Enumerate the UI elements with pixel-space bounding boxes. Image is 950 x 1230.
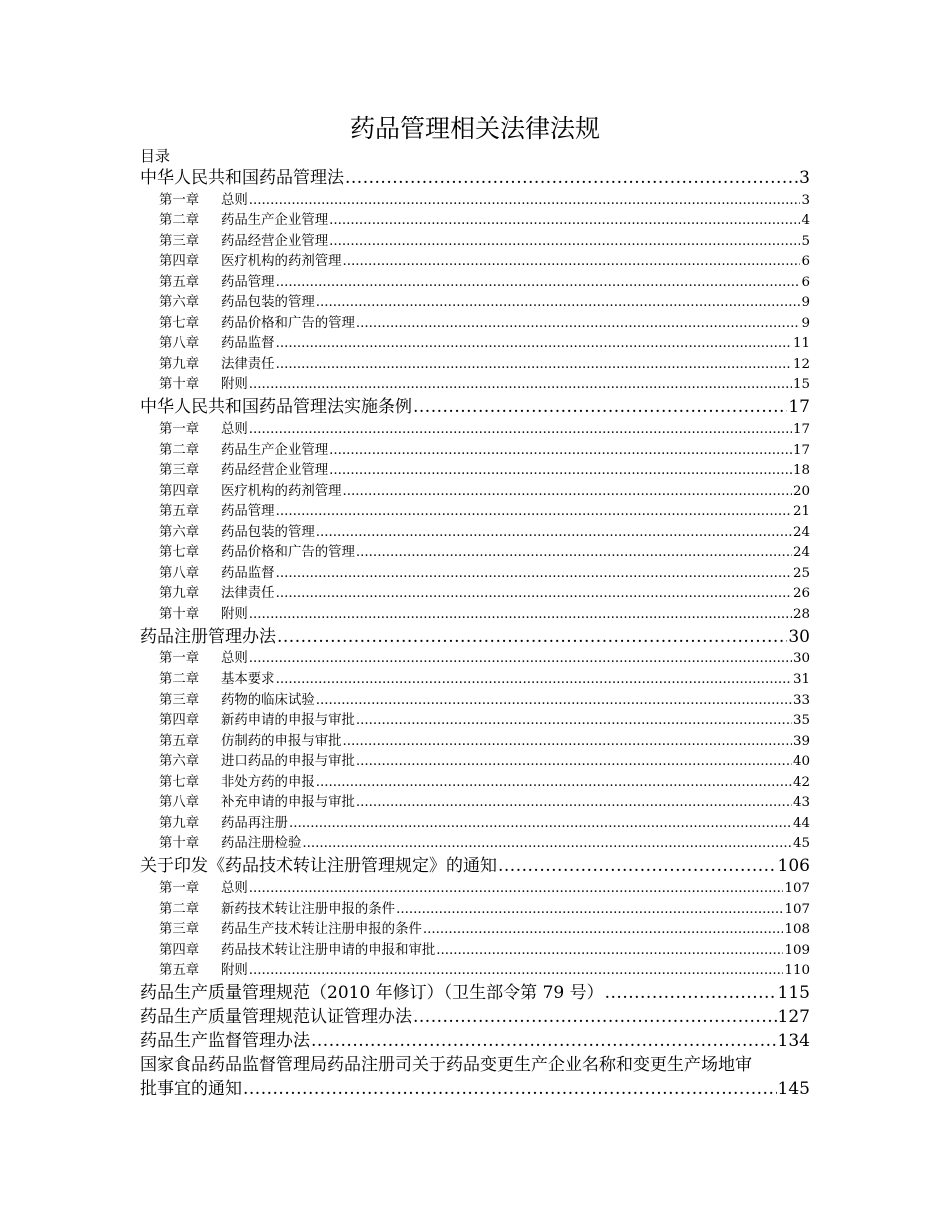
leader-dots — [289, 814, 792, 834]
toc-chapter-title: 法律责任 — [221, 586, 275, 602]
toc-page-number: 42 — [792, 774, 810, 790]
toc-chapter-entry[interactable] — [140, 354, 810, 375]
toc-entry-last-line2: 批事宜的通知 — [140, 1079, 242, 1100]
toc-book-title: 中华人民共和国药品管理法 — [140, 168, 344, 188]
toc-chapter-title: 医疗机构的药剂管理 — [221, 254, 342, 270]
toc-chapter-title: 药品生产技术转让注册申报的条件 — [221, 922, 422, 938]
toc-page-number: 18 — [792, 463, 810, 479]
toc-page-number: 31 — [792, 672, 810, 688]
toc-page-number: 17 — [792, 422, 810, 438]
toc-page-number: 107 — [784, 880, 810, 896]
toc-chapter-number: 第四章 — [159, 942, 200, 958]
leader-dots — [316, 691, 792, 711]
toc-book-entry[interactable] — [140, 625, 810, 649]
toc-chapter-title: 补充申请的申报与审批 — [221, 795, 355, 811]
toc-page-number: 4 — [801, 213, 810, 229]
leader-dots — [249, 961, 784, 981]
toc-chapter-entry[interactable] — [140, 752, 810, 773]
toc-chapter-entry[interactable] — [140, 899, 810, 920]
toc-chapter-entry[interactable] — [140, 440, 810, 461]
toc-page-number: 45 — [792, 836, 810, 852]
toc-chapter-entry[interactable] — [140, 231, 810, 252]
toc-chapter-number: 第三章 — [159, 922, 200, 938]
toc-chapter-title: 总则 — [221, 192, 248, 208]
leader-dots — [249, 420, 792, 440]
toc-chapter-title: 总则 — [221, 880, 248, 896]
toc-chapter-title: 药品注册检验 — [221, 836, 302, 852]
toc-chapter-title: 进口药品的申报与审批 — [221, 754, 355, 770]
toc-chapter-number: 第十章 — [159, 377, 200, 393]
toc-chapter-entry[interactable] — [140, 211, 810, 232]
leader-dots — [316, 773, 792, 793]
toc-book-title: 药品生产监督管理办法 — [140, 1031, 310, 1052]
toc-chapter-entry[interactable] — [140, 584, 810, 605]
toc-chapter-title: 药品价格和广告的管理 — [221, 315, 355, 331]
toc-page-number: 26 — [792, 586, 810, 602]
leader-dots — [276, 355, 792, 375]
toc-book-title: 药品生产质量管理规范认证管理办法 — [140, 1007, 412, 1028]
toc-chapter-entry[interactable] — [140, 272, 810, 293]
toc-chapter-title: 附则 — [221, 963, 248, 979]
toc-page-number: 35 — [792, 713, 810, 729]
toc-chapter-number: 第十章 — [159, 836, 200, 852]
toc-chapter-number: 第二章 — [159, 672, 200, 688]
leader-dots — [276, 334, 792, 354]
leader-dots — [345, 166, 798, 190]
leader-dots — [249, 605, 792, 625]
toc-chapter-title: 药品包装的管理 — [221, 524, 315, 540]
toc-page-number: 40 — [792, 754, 810, 770]
document-title: 药品管理相关法律法规 — [349, 114, 600, 143]
leader-dots — [249, 375, 792, 395]
toc-chapter-number: 第九章 — [159, 356, 200, 372]
toc-book-entry[interactable] — [140, 854, 810, 878]
toc-chapter-entry[interactable] — [140, 669, 810, 690]
toc-chapter-entry[interactable] — [140, 878, 810, 899]
leader-dots — [276, 670, 792, 690]
toc-chapter-number: 第六章 — [159, 754, 200, 770]
toc-chapter-entry[interactable] — [140, 772, 810, 793]
toc-page-number: 3 — [801, 192, 810, 208]
toc-chapter-title: 总则 — [221, 651, 248, 667]
toc-page-number: 6 — [801, 274, 810, 290]
leader-dots — [277, 625, 787, 649]
toc-chapter-number: 第二章 — [159, 213, 200, 229]
toc-chapter-title: 药品技术转让注册申请的申报和审批 — [221, 942, 436, 958]
toc-chapter-number: 第四章 — [159, 483, 200, 499]
toc-chapter-title: 药品管理 — [221, 274, 275, 290]
toc-chapter-number: 第八章 — [159, 336, 200, 352]
toc-chapter-entry[interactable] — [140, 563, 810, 584]
toc-chapter-entry[interactable] — [140, 543, 810, 564]
toc-page-number: 17 — [788, 397, 810, 418]
toc-chapter-number: 第九章 — [159, 815, 200, 831]
toc-chapter-number: 第二章 — [159, 901, 200, 917]
toc-chapter-number: 第九章 — [159, 586, 200, 602]
toc-chapter-title: 药品管理 — [221, 504, 275, 520]
toc-chapter-number: 第八章 — [159, 565, 200, 581]
toc-chapter-title: 新药申请的申报与审批 — [221, 713, 355, 729]
toc-chapter-number: 第一章 — [159, 192, 200, 208]
toc-chapter-entry[interactable] — [140, 813, 810, 834]
toc-chapter-title: 药物的临床试验 — [221, 692, 315, 708]
leader-dots — [302, 834, 792, 854]
toc-page-number: 30 — [788, 626, 810, 647]
leader-dots — [249, 191, 801, 211]
toc-entry-last[interactable] — [140, 1053, 810, 1101]
toc-chapter-title: 药品再注册 — [221, 815, 288, 831]
toc-page-number: 21 — [792, 504, 810, 520]
leader-dots — [329, 211, 800, 231]
toc-chapter-number: 第三章 — [159, 233, 200, 249]
leader-dots — [276, 564, 792, 584]
toc-chapter-title: 医疗机构的药剂管理 — [221, 483, 342, 499]
toc-chapter-number: 第二章 — [159, 442, 200, 458]
toc-chapter-number: 第七章 — [159, 774, 200, 790]
toc-page-number: 20 — [792, 483, 810, 499]
toc-chapter-entry[interactable] — [140, 731, 810, 752]
toc-page-number: 9 — [801, 315, 810, 331]
toc-chapter-entry[interactable] — [140, 920, 810, 941]
leader-dots — [356, 752, 792, 772]
toc-chapter-title: 附则 — [221, 606, 248, 622]
toc-chapter-number: 第一章 — [159, 880, 200, 896]
toc-page-number: 33 — [792, 692, 810, 708]
toc-chapter-number: 第八章 — [159, 795, 200, 811]
toc-entry-last-line2-row — [140, 1077, 810, 1101]
toc-chapter-entry[interactable] — [140, 190, 810, 211]
toc-chapter-entry[interactable] — [140, 940, 810, 961]
toc-chapter-number: 第七章 — [159, 315, 200, 331]
leader-dots — [423, 920, 784, 940]
toc-chapter-title: 附则 — [221, 377, 248, 393]
toc-chapter-number: 第五章 — [159, 963, 200, 979]
toc-page-number: 106 — [777, 856, 810, 877]
toc-chapter-entry[interactable] — [140, 649, 810, 670]
toc-chapter-entry[interactable] — [140, 502, 810, 523]
leader-dots — [329, 441, 792, 461]
toc-chapter-number: 第五章 — [159, 274, 200, 290]
toc-chapter-title: 药品生产企业管理 — [221, 213, 329, 229]
toc-chapter-title: 新药技术转让注册申报的条件 — [221, 901, 396, 917]
toc-book-entry[interactable] — [140, 395, 810, 419]
leader-dots — [605, 981, 777, 1005]
toc-chapter-entry[interactable] — [140, 522, 810, 543]
toc-page-number: 12 — [792, 356, 810, 372]
toc-page-number: 109 — [784, 942, 810, 958]
toc-chapter-title: 非处方药的申报 — [221, 774, 315, 790]
toc-book-entry[interactable] — [140, 1005, 810, 1029]
toc-chapter-title: 药品经营企业管理 — [221, 233, 329, 249]
toc-chapter-number: 第六章 — [159, 524, 200, 540]
toc-chapter-number: 第三章 — [159, 463, 200, 479]
toc-chapter-entry[interactable] — [140, 604, 810, 625]
toc-page-number: 108 — [784, 922, 810, 938]
toc-page-number: 15 — [792, 377, 810, 393]
leader-dots — [413, 1005, 777, 1029]
toc-page-number: 127 — [777, 1007, 810, 1028]
leader-dots — [343, 252, 801, 272]
toc-chapter-entry[interactable] — [140, 293, 810, 314]
leader-dots — [311, 1029, 777, 1053]
toc-chapter-title: 药品监督 — [221, 565, 275, 581]
toc-chapter-entry[interactable] — [140, 711, 810, 732]
leader-dots — [316, 293, 801, 313]
toc-chapter-entry[interactable] — [140, 375, 810, 396]
toc-chapter-number: 第四章 — [159, 713, 200, 729]
toc-chapter-title: 总则 — [221, 422, 248, 438]
leader-dots — [243, 1077, 777, 1101]
leader-dots — [413, 395, 787, 419]
toc-chapter-title: 药品生产企业管理 — [221, 442, 329, 458]
toc-chapter-entry[interactable] — [140, 419, 810, 440]
toc-book-entry[interactable] — [140, 1029, 810, 1053]
leader-dots — [249, 879, 784, 899]
toc-chapter-title: 药品经营企业管理 — [221, 463, 329, 479]
toc-page-number: 28 — [792, 606, 810, 622]
toc-chapter-number: 第七章 — [159, 545, 200, 561]
toc-page-number: 110 — [784, 963, 810, 979]
toc-books — [140, 166, 810, 1053]
toc-chapter-entry[interactable] — [140, 252, 810, 273]
toc-page-number: 107 — [784, 901, 810, 917]
toc-chapter-title: 基本要求 — [221, 672, 275, 688]
toc-page-number: 134 — [777, 1031, 810, 1052]
toc-page-number: 115 — [777, 983, 810, 1004]
toc-book-title: 中华人民共和国药品管理法实施条例 — [140, 397, 412, 418]
toc-chapter-title: 药品价格和广告的管理 — [221, 545, 355, 561]
toc-chapter-number: 第一章 — [159, 422, 200, 438]
toc-page-number: 17 — [792, 442, 810, 458]
toc-chapter-entry[interactable] — [140, 834, 810, 855]
toc-book-entry[interactable] — [140, 981, 810, 1005]
toc-chapter-number: 第一章 — [159, 651, 200, 667]
toc-book-title: 药品生产质量管理规范（2010 年修订）（卫生部令第 79 号） — [140, 983, 604, 1004]
toc-page-number: 3 — [799, 168, 810, 188]
toc-entry-last-line1: 国家食品药品监督管理局药品注册司关于药品变更生产企业名称和变更生产场地审 — [140, 1055, 752, 1076]
toc-page-number: 39 — [792, 733, 810, 749]
toc-chapter-number: 第四章 — [159, 254, 200, 270]
toc-chapter-entry[interactable] — [140, 961, 810, 982]
toc-page-number: 5 — [801, 233, 810, 249]
toc-page-number: 11 — [792, 336, 810, 352]
toc-page-number: 44 — [792, 815, 810, 831]
toc-chapter-title: 药品监督 — [221, 336, 275, 352]
leader-dots — [498, 854, 777, 878]
leader-dots — [356, 711, 792, 731]
leader-dots — [343, 732, 792, 752]
toc-page-number: 145 — [777, 1079, 810, 1100]
toc-chapter-entry[interactable] — [140, 313, 810, 334]
toc-chapter-number: 第十章 — [159, 606, 200, 622]
toc-page-number: 30 — [792, 651, 810, 667]
toc-chapter-entry[interactable] — [140, 793, 810, 814]
leader-dots — [316, 523, 792, 543]
leader-dots — [343, 482, 792, 502]
toc-page-number: 24 — [792, 545, 810, 561]
toc-chapter-number: 第五章 — [159, 733, 200, 749]
leader-dots — [329, 461, 792, 481]
toc-book-entry[interactable] — [140, 166, 810, 190]
leader-dots — [329, 232, 800, 252]
toc-chapter-entry[interactable] — [140, 481, 810, 502]
leader-dots — [276, 584, 792, 604]
table-of-contents — [140, 166, 810, 1101]
toc-chapter-entry[interactable] — [140, 334, 810, 355]
toc-page-number: 24 — [792, 524, 810, 540]
leader-dots — [436, 941, 783, 961]
leader-dots — [396, 900, 783, 920]
toc-page-number: 43 — [792, 795, 810, 811]
toc-chapter-title: 仿制药的申报与审批 — [221, 733, 342, 749]
toc-chapter-number: 第五章 — [159, 504, 200, 520]
toc-chapter-number: 第六章 — [159, 295, 200, 311]
leader-dots — [356, 793, 792, 813]
leader-dots — [276, 502, 792, 522]
toc-heading: 目录 — [140, 147, 171, 165]
leader-dots — [356, 543, 792, 563]
toc-book-title: 药品注册管理办法 — [140, 626, 276, 647]
toc-page-number: 25 — [792, 565, 810, 581]
toc-chapter-number: 第三章 — [159, 692, 200, 708]
leader-dots — [249, 649, 792, 669]
toc-chapter-entry[interactable] — [140, 690, 810, 711]
toc-book-title: 关于印发《药品技术转让注册管理规定》的通知 — [140, 856, 497, 877]
toc-chapter-title: 法律责任 — [221, 356, 275, 372]
toc-page-number: 9 — [801, 295, 810, 311]
toc-chapter-title: 药品包装的管理 — [221, 295, 315, 311]
leader-dots — [276, 273, 801, 293]
toc-page-number: 6 — [801, 254, 810, 270]
leader-dots — [356, 314, 801, 334]
toc-chapter-entry[interactable] — [140, 461, 810, 482]
